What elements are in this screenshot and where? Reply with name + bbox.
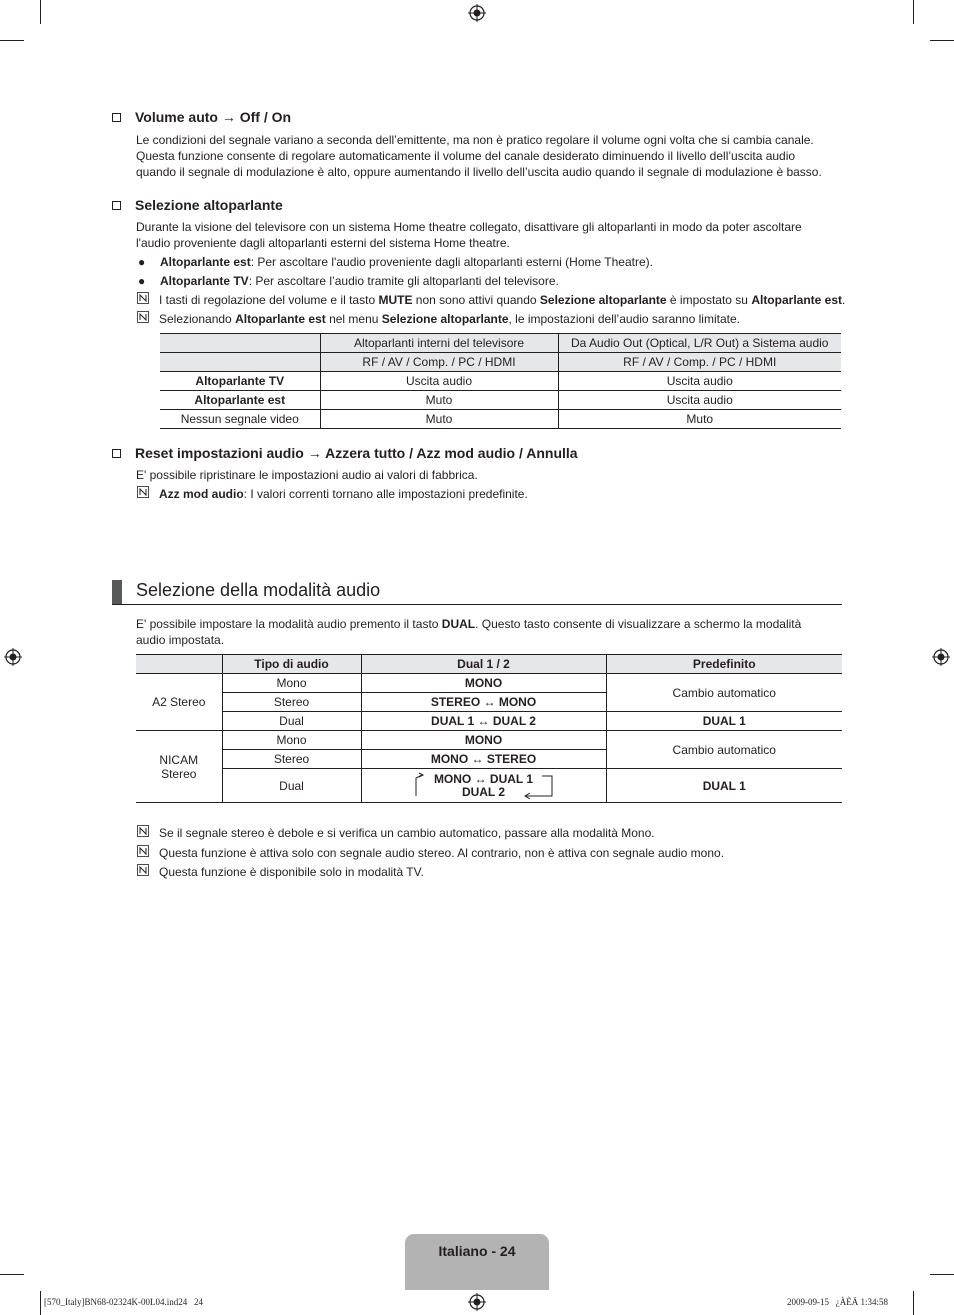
crop-mark: [913, 0, 914, 24]
registration-mark-icon: [468, 1293, 486, 1311]
table-header-row: RF / AV / Comp. / PC / HDMI RF / AV / Comp. / PC / HDMI: [160, 353, 841, 372]
registration-mark-icon: [932, 648, 950, 666]
registration-mark-icon: [4, 648, 22, 666]
note-item: Questa funzione è disponibile solo in modalità TV.: [137, 864, 149, 880]
note-icon: [137, 845, 149, 857]
note-icon: [137, 864, 149, 876]
crop-mark: [0, 1274, 24, 1275]
section-divider: [112, 604, 842, 605]
note-icon: [137, 311, 149, 323]
note-item: I tasti di regolazione del volume e il tasto MUTE non sono attivi quando Selezione altoparlante è impostato su Altoparlante est.: [137, 292, 149, 308]
table-row: Altoparlante est Muto Uscita audio: [160, 391, 841, 410]
crop-mark: [0, 40, 24, 41]
table-row: A2 Stereo Mono MONO Cambio automatico: [136, 674, 842, 693]
volume-auto-heading: Volume auto → Off / On: [112, 109, 291, 125]
crop-mark: [40, 1291, 41, 1315]
table-row: Nessun segnale video Muto Muto: [160, 410, 841, 429]
volume-auto-body: Le condizioni del segnale variano a seconda dell’emittente, ma non è pratico regolare il volume ogni volta che si cambia canale. Questa funzione consente di regolare automaticamente il volume del canale desiderato diminuendo il livello dell’uscita audio quando il segnale di modulazione è alto, oppure aumentando il livello dell’uscita audio quando il segnale di modulazione è basso.: [136, 133, 822, 179]
table-row: Stereo MONO ↔ STEREO: [136, 750, 842, 769]
note-item: Azz mod audio: I valori correnti tornano alle impostazioni predefinite.: [137, 486, 149, 502]
table-row: NICAM Stereo Mono MONO Cambio automatico: [136, 731, 842, 750]
speaker-body: Durante la visione del televisore con un sistema Home theatre collegato, disattivare gli altoparlanti in modo da poter ascoltare l'audio proveniente dagli altoparlanti esterni del sistema Home theatre.: [136, 220, 802, 250]
note-item: Selezionando Altoparlante est nel menu Selezione altoparlante, le impostazioni dell’audio saranno limitate.: [137, 311, 149, 327]
print-slug-left: [570_Italy]BN68-02324K-00L04.ind24 24: [44, 1297, 203, 1307]
note-item: Questa funzione è attiva solo con segnale audio stereo. Al contrario, non è attiva con segnale audio mono.: [137, 845, 149, 861]
table-row: Dual DUAL 1 ↔ DUAL 2 DUAL 1: [136, 712, 842, 731]
note-icon: [137, 486, 149, 498]
note-icon: [137, 292, 149, 304]
table-row: Stereo STEREO ↔ MONO: [136, 693, 842, 712]
bullet-item: ● Altoparlante TV: Per ascoltare l’audio tramite gli altoparlanti del televisore.: [138, 274, 559, 288]
cycle-bracket-icon: [412, 772, 556, 799]
speaker-heading: Selezione altoparlante: [112, 197, 283, 213]
audio-mode-table: [136, 654, 842, 803]
reset-heading: Reset impostazioni audio → Azzera tutto / Azz mod audio / Annulla: [112, 445, 578, 461]
crop-mark: [40, 0, 41, 24]
checkbox-bullet-icon: [112, 449, 121, 458]
bullet-item: ● Altoparlante est: Per ascoltare l'audio proveniente dagli altoparlanti esterni (Home Theatre).: [138, 255, 653, 269]
table-header-row: Altoparlanti interni del televisore Da Audio Out (Optical, L/R Out) a Sistema audio: [160, 334, 841, 353]
table-header-row: Tipo di audio Dual 1 / 2 Predefinito: [136, 655, 842, 674]
page-number: Italiano - 24: [438, 1243, 516, 1259]
note-icon: [137, 825, 149, 837]
checkbox-bullet-icon: [112, 113, 121, 122]
reset-body: E' possibile ripristinare le impostazioni audio ai valori di fabbrica.: [136, 468, 478, 482]
speaker-output-table: [160, 333, 841, 429]
registration-mark-icon: [468, 4, 486, 22]
section-title: Selezione della modalità audio: [136, 580, 381, 600]
mode-body: E' possibile impostare la modalità audio premento il tasto DUAL. Questo tasto consente di visualizzare a schermo la modalità audio impostata.: [136, 617, 802, 647]
note-item: Se il segnale stereo è debole e si verifica un cambio automatico, passare alla modalità Mono.: [137, 825, 149, 841]
table-row: Dual MONO ↔ DUAL 1 DUAL 2 DUAL 1: [136, 769, 842, 803]
checkbox-bullet-icon: [112, 201, 121, 210]
bullet-icon: ●: [138, 255, 146, 269]
crop-mark: [930, 40, 954, 41]
print-slug-right: 2009-09-15 ¿ÀÈÄ 1:34:58: [787, 1297, 888, 1307]
crop-mark: [913, 1291, 914, 1315]
table-row: Altoparlante TV Uscita audio Uscita audio: [160, 372, 841, 391]
section-marker: [112, 580, 122, 604]
bullet-icon: ●: [138, 274, 146, 288]
crop-mark: [930, 1274, 954, 1275]
